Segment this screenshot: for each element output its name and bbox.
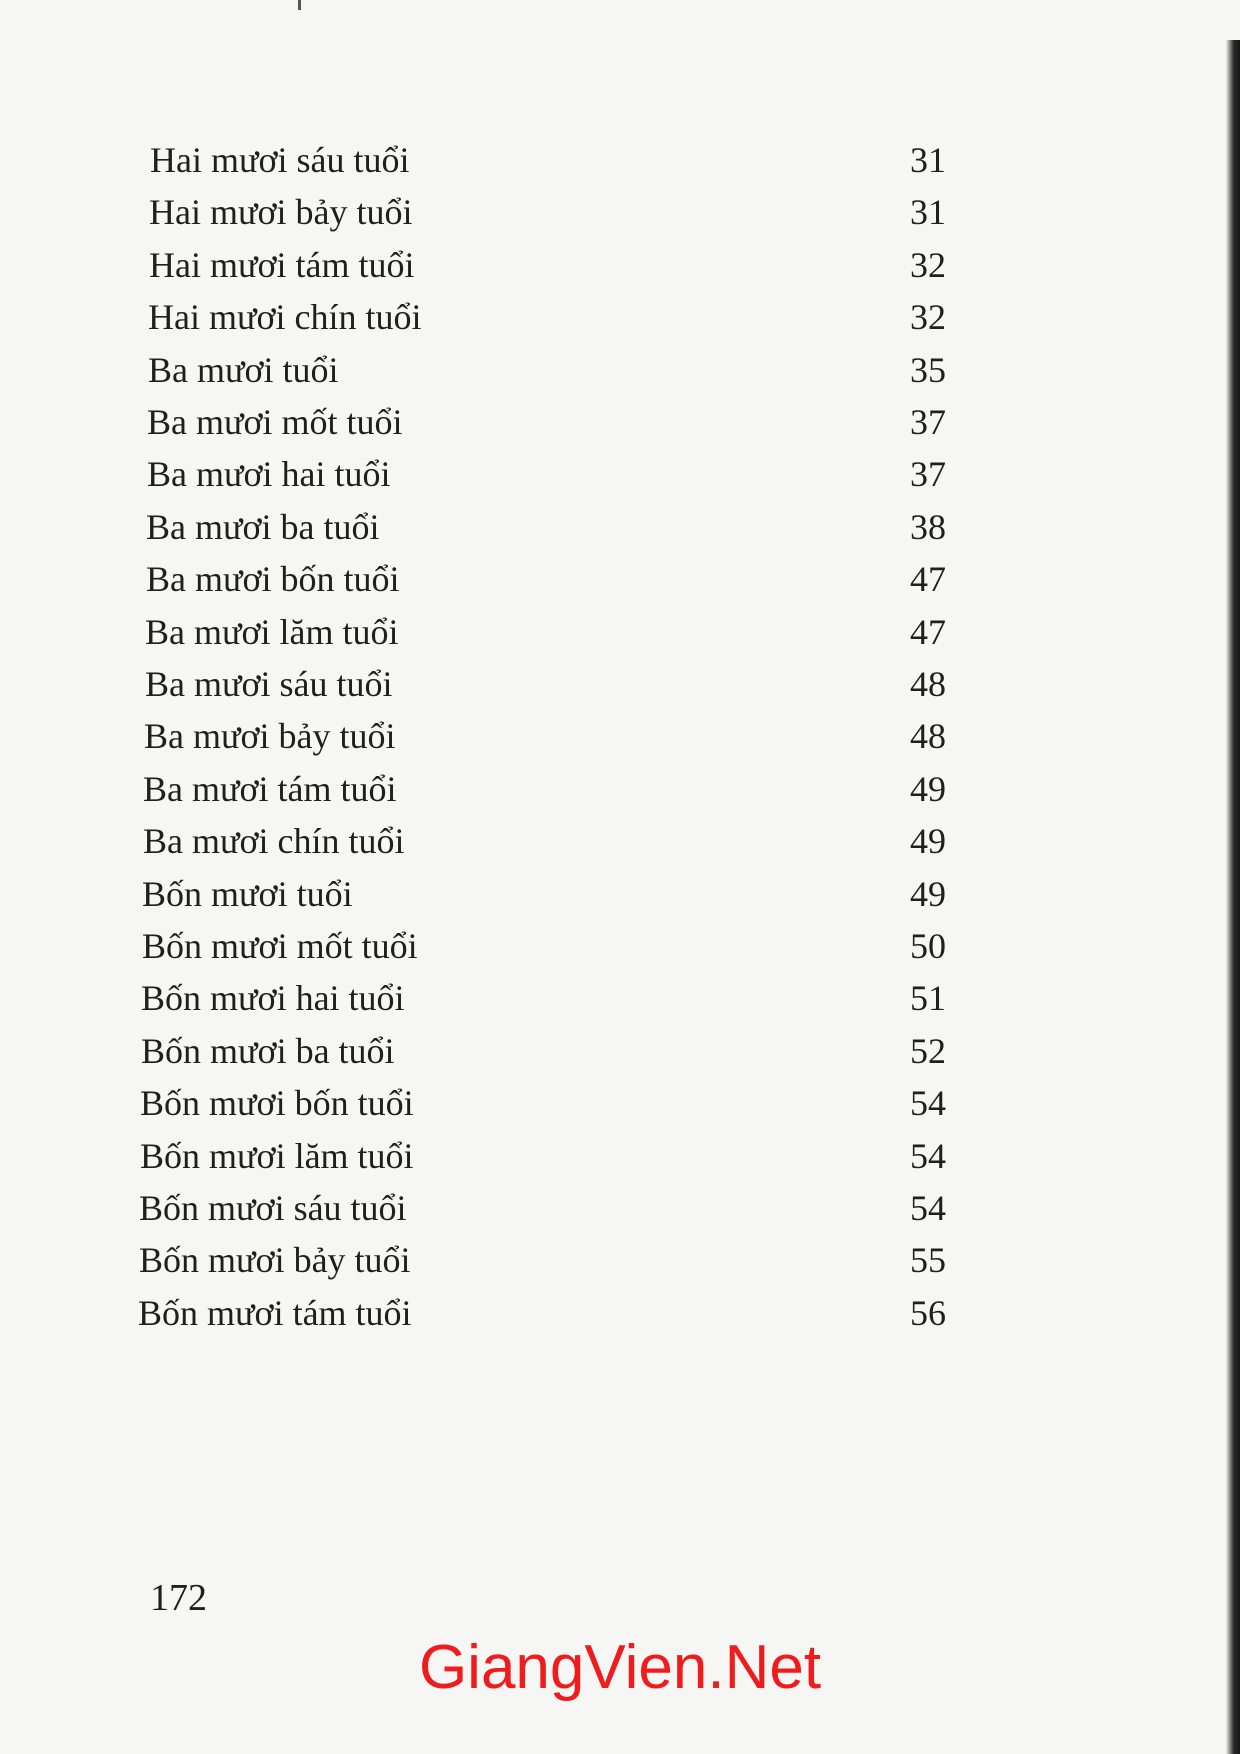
toc-entry-title: Bốn mươi mốt tuổi xyxy=(142,926,418,966)
toc-entry-title: Ba mươi mốt tuổi xyxy=(147,402,403,442)
toc-dot-leader xyxy=(394,501,908,553)
toc-entry xyxy=(145,658,946,710)
toc-entry-page: 48 xyxy=(910,664,946,704)
toc-dot-leader xyxy=(411,763,908,815)
toc-entry-page: 35 xyxy=(910,350,946,390)
toc-dot-leader xyxy=(421,1182,908,1234)
toc-entry xyxy=(141,1025,946,1077)
toc-entry xyxy=(146,553,946,605)
toc-entry-page: 56 xyxy=(910,1293,946,1333)
toc-entry xyxy=(147,448,946,500)
toc-entry xyxy=(142,920,946,972)
toc-dot-leader xyxy=(436,291,908,343)
toc-entry-title: Ba mươi ba tuổi xyxy=(146,507,380,547)
toc-dot-leader xyxy=(367,868,908,920)
toc-entry xyxy=(141,972,946,1024)
toc-entry-page: 50 xyxy=(910,926,946,966)
toc-entry-page: 54 xyxy=(910,1083,946,1123)
toc-entry-title: Bốn mươi ba tuổi xyxy=(141,1031,395,1071)
toc-entry xyxy=(146,501,946,553)
toc-entry-page: 49 xyxy=(910,821,946,861)
toc-entry-page: 37 xyxy=(910,454,946,494)
toc-entry-title: Ba mươi tám tuổi xyxy=(143,769,397,809)
toc-dot-leader xyxy=(410,710,908,762)
toc-entry-page: 51 xyxy=(910,978,946,1018)
toc-entry xyxy=(147,396,946,448)
toc-entry xyxy=(144,710,946,762)
toc-entry-page: 37 xyxy=(910,402,946,442)
toc-entry-page: 47 xyxy=(910,559,946,599)
toc-entry-title: Hai mươi bảy tuổi xyxy=(149,192,413,232)
toc-entry xyxy=(143,815,946,867)
toc-dot-leader xyxy=(405,448,908,500)
toc-dot-leader xyxy=(409,1025,908,1077)
page-edge-shadow xyxy=(1226,40,1240,1754)
toc-entry xyxy=(149,186,946,238)
toc-entry-title: Bốn mươi tám tuổi xyxy=(138,1293,412,1333)
toc-entry-title: Bốn mươi sáu tuổi xyxy=(139,1188,407,1228)
toc-entry-page: 31 xyxy=(910,140,946,180)
toc-dot-leader xyxy=(428,1130,908,1182)
toc-entry-page: 49 xyxy=(910,769,946,809)
toc-dot-leader xyxy=(407,658,908,710)
toc-entry xyxy=(148,344,946,396)
toc-dot-leader xyxy=(428,1077,908,1129)
toc-dot-leader xyxy=(424,134,908,186)
toc-entry-page: 54 xyxy=(910,1188,946,1228)
toc-entry-title: Ba mươi hai tuổi xyxy=(147,454,391,494)
toc-entry-title: Bốn mươi bảy tuổi xyxy=(139,1240,411,1280)
toc-dot-leader xyxy=(425,1234,908,1286)
toc-dot-leader xyxy=(432,920,908,972)
toc-entry xyxy=(139,1234,946,1286)
toc-entry-page: 47 xyxy=(910,612,946,652)
toc-entry-title: Bốn mươi hai tuổi xyxy=(141,978,405,1018)
toc-dot-leader xyxy=(427,186,908,238)
page-number: 172 xyxy=(150,1577,207,1619)
toc-entry xyxy=(139,1182,946,1234)
toc-entry xyxy=(148,291,946,343)
toc-dot-leader xyxy=(429,239,908,291)
toc-entry-title: Ba mươi bốn tuổi xyxy=(146,559,400,599)
toc-entry-title: Bốn mươi bốn tuổi xyxy=(140,1083,414,1123)
toc-dot-leader xyxy=(419,972,908,1024)
toc-dot-leader xyxy=(353,344,908,396)
toc-entry xyxy=(140,1130,946,1182)
toc-entry-title: Bốn mươi lăm tuổi xyxy=(140,1136,414,1176)
toc-entry-title: Ba mươi sáu tuổi xyxy=(145,664,393,704)
toc-entry xyxy=(140,1077,946,1129)
toc-dot-leader xyxy=(426,1287,908,1339)
toc-entry xyxy=(138,1287,946,1339)
toc-entry-page: 49 xyxy=(910,874,946,914)
toc-entry-title: Hai mươi chín tuổi xyxy=(148,297,422,337)
toc-entry-page: 48 xyxy=(910,716,946,756)
toc-entry-title: Hai mươi sáu tuổi xyxy=(150,140,410,180)
toc-entry-title: Ba mươi lăm tuổi xyxy=(145,612,399,652)
toc-entry xyxy=(142,868,946,920)
toc-entry-title: Ba mươi tuổi xyxy=(148,350,339,390)
toc-entry-title: Bốn mươi tuổi xyxy=(142,874,353,914)
watermark: GiangVien.Net xyxy=(418,1633,822,1702)
toc-entry-page: 52 xyxy=(910,1031,946,1071)
toc-entry xyxy=(150,134,946,186)
toc-dot-leader xyxy=(419,815,908,867)
toc-dot-leader xyxy=(417,396,908,448)
toc-entry-page: 31 xyxy=(910,192,946,232)
toc-dot-leader xyxy=(413,606,908,658)
toc-entry-page: 32 xyxy=(910,245,946,285)
toc-entry xyxy=(149,239,946,291)
toc-entry xyxy=(143,763,946,815)
scan-mark xyxy=(298,0,301,10)
toc-entry-page: 55 xyxy=(910,1240,946,1280)
toc-entry-title: Ba mươi chín tuổi xyxy=(143,821,405,861)
toc-entry xyxy=(145,606,946,658)
toc-entry-page: 54 xyxy=(910,1136,946,1176)
toc-dot-leader xyxy=(414,553,908,605)
toc-entry-page: 32 xyxy=(910,297,946,337)
toc-entry-title: Ba mươi bảy tuổi xyxy=(144,716,396,756)
toc-entry-page: 38 xyxy=(910,507,946,547)
toc-entry-title: Hai mươi tám tuổi xyxy=(149,245,415,285)
